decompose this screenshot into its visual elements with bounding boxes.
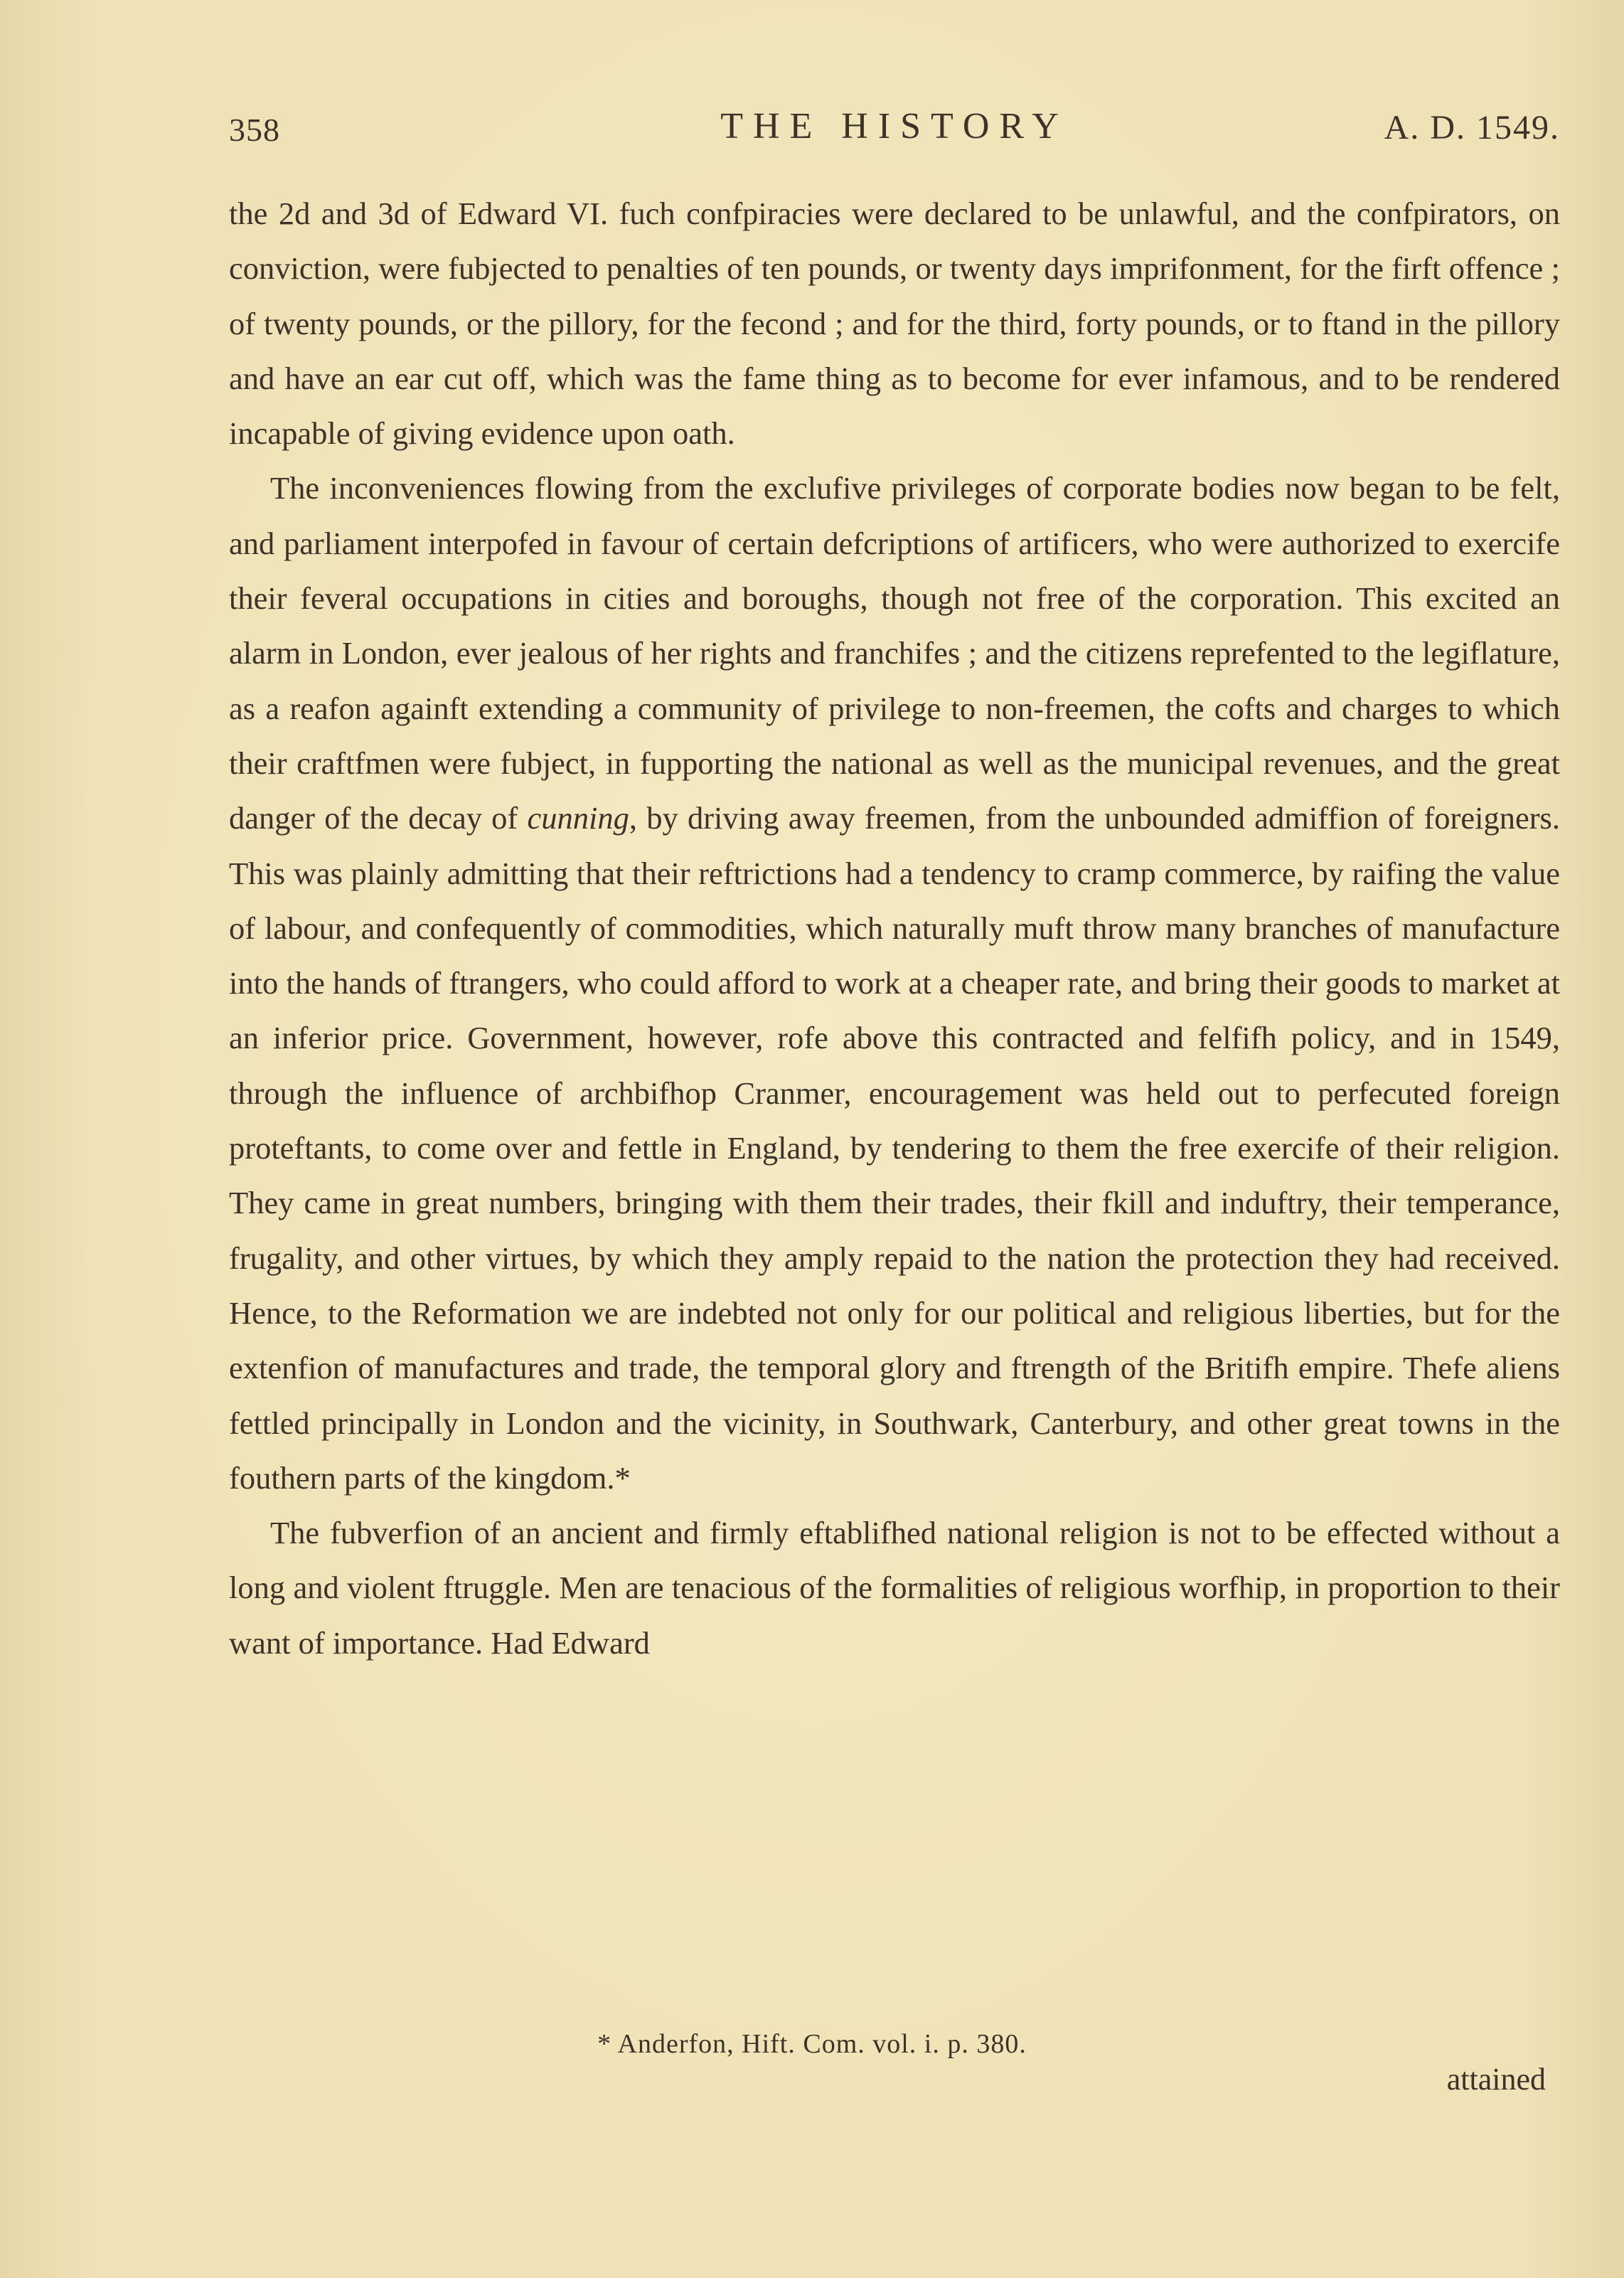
paragraph-2 [229,461,1560,1506]
body-text [229,186,1560,1671]
catchword: attained [1446,2062,1546,2097]
header-date: A. D. 1549. [1384,109,1560,147]
paragraph-2-text-b: , by driving away freemen, from the unbounded admiffion of foreigners. This was plainly admitting that their reftrictions had a tendency to cramp commerce, by raifing the value of labour, and confequently of commodities, which naturally muft throw many branches of manufacture into the hands of ftrangers, who could afford to work at a cheaper rate, and bring their goods to market at an inferior price. Government, however, rofe above this contracted and felfifh policy, and in 1549, through the influence of archbifhop Cranmer, encouragement was held out to perfecuted foreign proteftants, to come over and fettle in England, by tendering to them the free exercife of their religion. They came in great numbers, bringing with them their trades, their fkill and induftry, their temperance, frugality, and other virtues, by which they amply repaid to the nation the protection they had received. Hence, to the Reformation we are indebted not only for our political and religious liberties, but for the extenfion of manufactures and trade, the temporal glory and ftrength of the Britifh empire. Thefe aliens fettled principally in London and the vicinity, in Southwark, Canterbury, and other great towns in the fouthern parts of the kingdom.* [229,800,1560,1496]
paragraph-1: the 2d and 3d of Edward VI. fuch confpiracies were declared to be unlawful, and the confpirators, on conviction, were fubjected to penalties of ten pounds, or twenty days imprifonment, for the firft offence ; of twenty pounds, or the pillory, for the fecond ; and for the third, forty pounds, or to ftand in the pillory and have an ear cut off, which was the fame thing as to become for ever infamous, and to be rendered incapable of giving evidence upon oath. [229,196,1560,452]
running-title: THE HISTORY [720,106,1069,147]
paragraph-2-text-a: The inconveniences flowing from the exclufive privileges of corporate bodies now began to be felt, and parliament interpofed in favour of certain defcriptions of artificers, who were authorized to exercife their feveral occupations in cities and boroughs, though not free of the corporation. This excited an alarm in London, ever jealous of her rights and franchifes ; and the citizens reprefented to the legiflature, as a reafon againft extending a community of privilege to non-freemen, the cofts and charges to which their craftfmen were fubject, in fupporting the national as well as the municipal revenues, and the great danger of the decay of [229,470,1560,836]
paragraph-2-italic: cunning [527,800,629,836]
page-header [229,105,1560,162]
paragraph-3: The fubverfion of an ancient and firmly eftablifhed national religion is not to be effected without a long and violent ftruggle. Men are tenacious of the formalities of religious worfhip, in proportion to their want of importance. Had Edward [229,1515,1560,1661]
footnote: * Anderfon, Hift. Com. vol. i. p. 380. [597,2029,1027,2059]
page-number: 358 [229,112,280,148]
